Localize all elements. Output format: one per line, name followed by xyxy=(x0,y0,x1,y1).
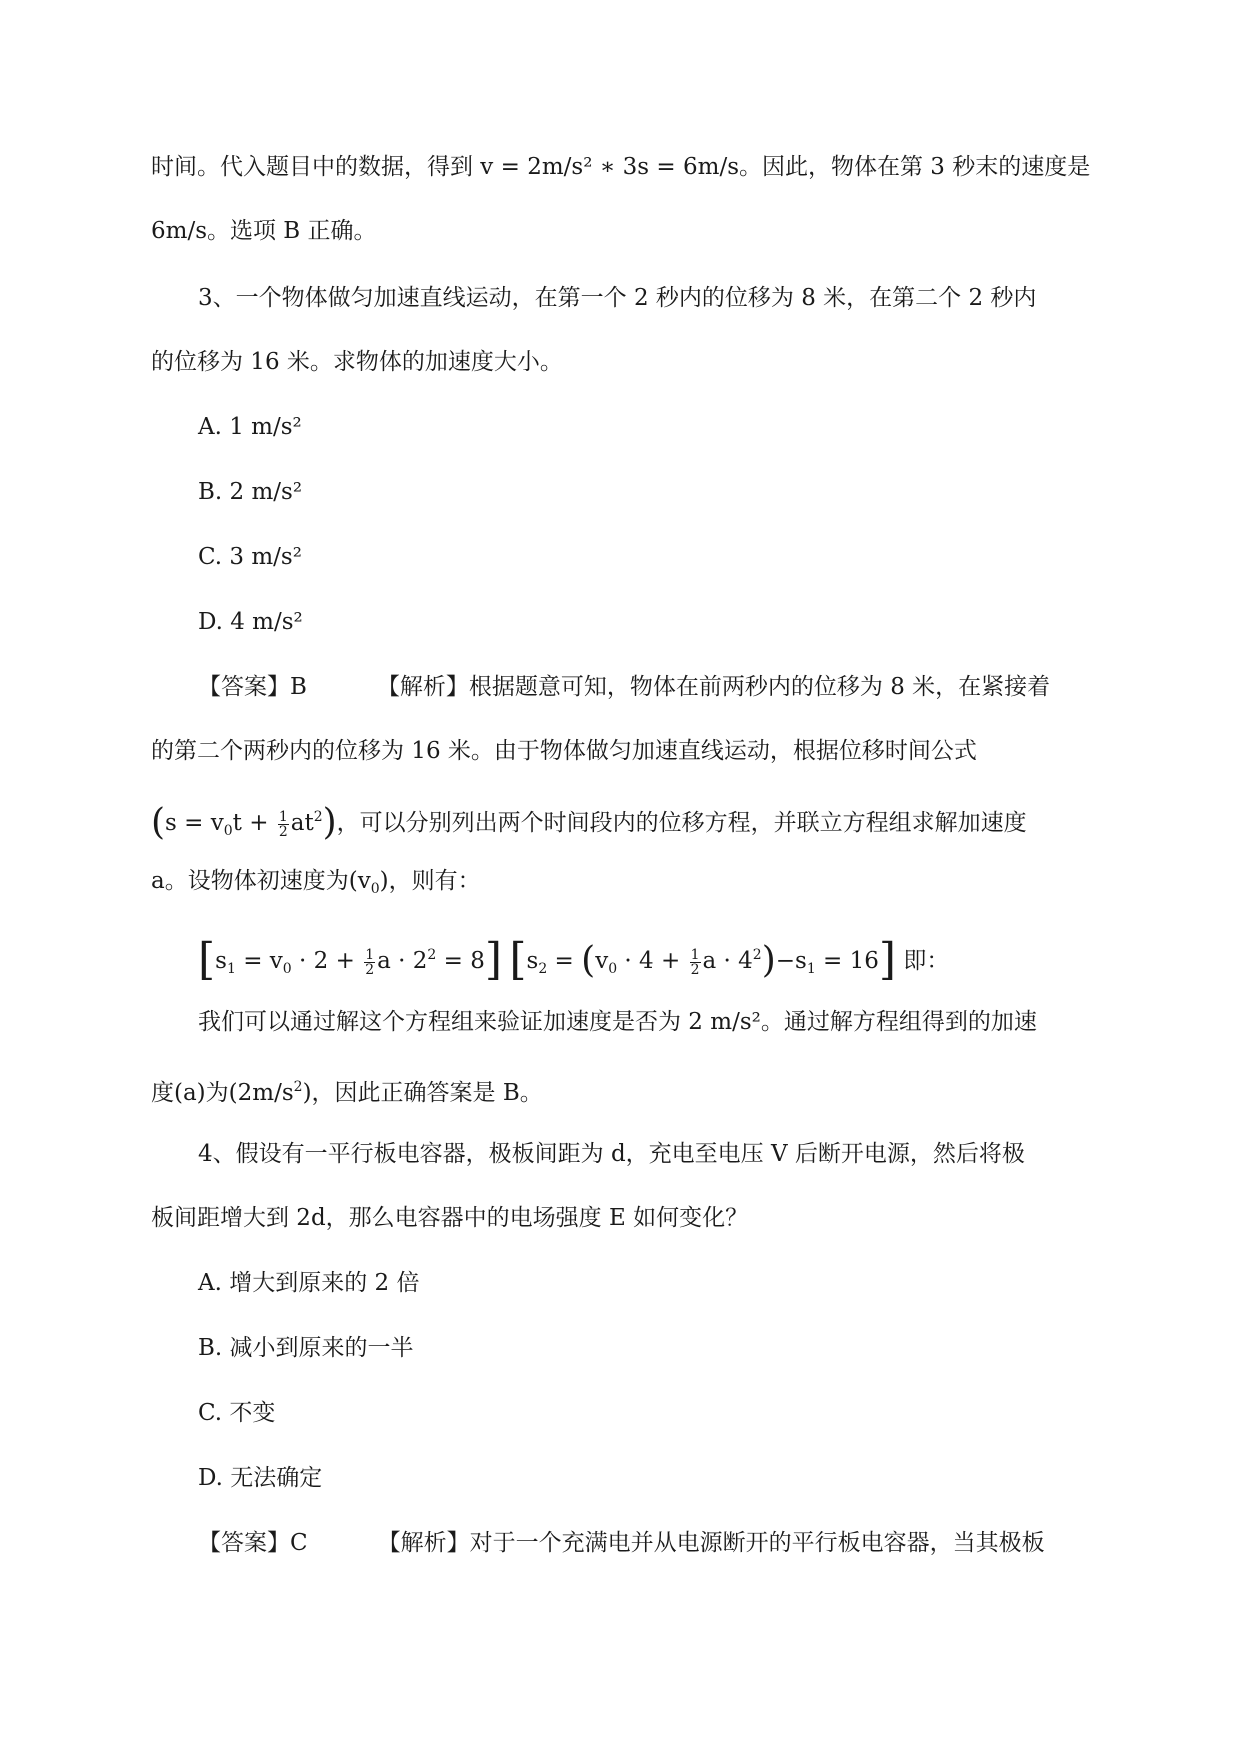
displacement-formula: ($s = v_0t$ + $\frac{1}{2}$ $at^2$) xyxy=(151,802,337,843)
analysis-text: ，因此正确答案是 B。 xyxy=(311,1080,543,1106)
acceleration-value: $(2m/s^2)$ xyxy=(228,1079,312,1106)
analysis-line xyxy=(151,1070,1091,1110)
text-line: 时间。代入题目中的数据，得到 v = 2m/s² ∗ 3s = 6m/s。因此，物体在第 3 秒末的速度是 xyxy=(151,154,1091,180)
analysis-text: 【解析】根据题意可知，物体在前两秒内的位移为 8 米，在紧接着 xyxy=(376,674,1051,700)
option-d: D. 无法确定 xyxy=(198,1465,323,1491)
option-c: C. 3 m/s² xyxy=(198,544,302,570)
analysis-line xyxy=(151,864,1091,906)
analysis-text: 【解析】对于一个充满电并从电源断开的平行板电容器，当其极板 xyxy=(377,1530,1045,1556)
option-c: C. 不变 xyxy=(198,1400,276,1426)
analysis-line: 的第二个两秒内的位移为 16 米。由于物体做匀加速直线运动，根据位移时间公式 xyxy=(151,738,977,764)
question-4-line: 板间距增大到 2d，那么电容器中的电场强度 E 如何变化？ xyxy=(151,1205,749,1231)
answer-label: 【答案】C xyxy=(198,1530,308,1556)
equation-1: [$s_1 = v_0 \cdot 2$ + $\frac{1}{2}$ $a \cdot 2^2 = 8$] xyxy=(198,934,503,985)
answer-label: 【答案】B xyxy=(198,674,307,700)
analysis-line: 我们可以通过解这个方程组来验证加速度是否为 2 m/s²。通过解方程组得到的加速 xyxy=(198,1009,1037,1035)
analysis-text: a。设物体初速度为 xyxy=(151,868,349,894)
option-a: A. 增大到原来的 2 倍 xyxy=(198,1270,420,1296)
analysis-text: 度 xyxy=(151,1080,174,1106)
equation-2: [$s_2 = (v_0 \cdot 4$ + $\frac{1}{2}$ $a \cdot 4^2)-s_1 = 16$] xyxy=(509,934,897,985)
equation-suffix: 即： xyxy=(903,948,950,974)
text-line: 6m/s。选项 B 正确。 xyxy=(151,218,377,244)
initial-velocity-symbol: $(v_0)$ xyxy=(348,868,389,897)
answer-line xyxy=(198,670,1138,704)
acceleration-symbol: (a) xyxy=(174,1080,206,1106)
option-b: B. 减小到原来的一半 xyxy=(198,1335,414,1361)
analysis-line-formula xyxy=(151,800,1091,848)
analysis-text: ，则有： xyxy=(388,868,481,894)
analysis-text: 为 xyxy=(205,1080,229,1106)
option-d: D. 4 m/s² xyxy=(198,609,303,635)
option-a: A. 1 m/s² xyxy=(198,414,302,440)
analysis-text: ，可以分别列出两个时间段内的位移方程，并联立方程组求解加速度 xyxy=(336,810,1027,836)
question-4-line: 4、假设有一平行板电容器，极板间距为 d，充电至电压 V 后断开电源，然后将极 xyxy=(198,1141,1025,1167)
answer-line xyxy=(198,1526,1138,1560)
question-3-line: 3、一个物体做匀加速直线运动，在第一个 2 秒内的位移为 8 米，在第二个 2 秒内 xyxy=(198,285,1037,311)
equation-line xyxy=(198,934,1138,986)
option-b: B. 2 m/s² xyxy=(198,479,303,505)
question-3-line: 的位移为 16 米。求物体的加速度大小。 xyxy=(151,349,563,375)
